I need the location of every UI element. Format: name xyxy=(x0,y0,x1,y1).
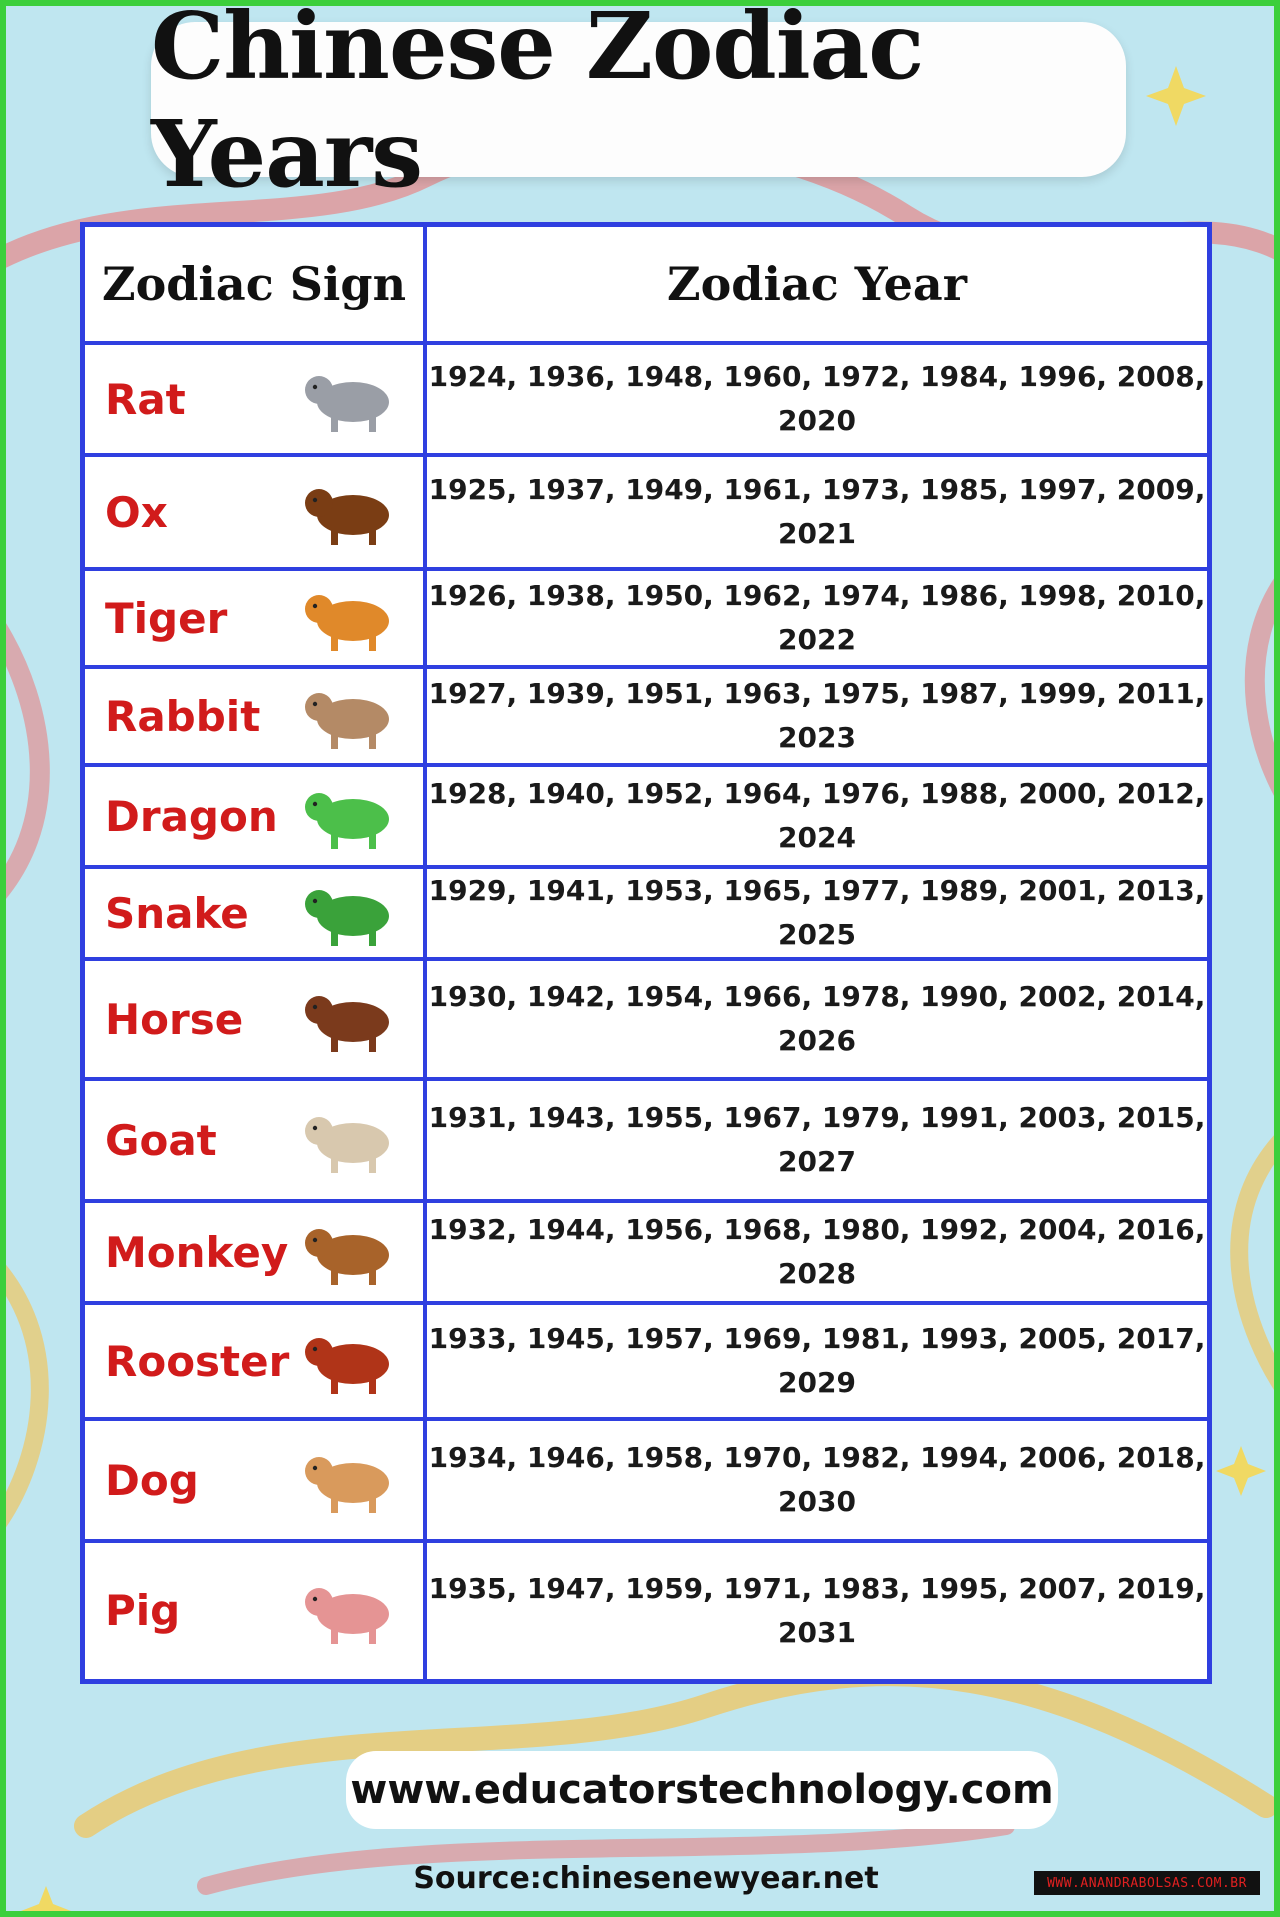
zodiac-sign-cell xyxy=(83,1079,426,1201)
header-zodiac-year: Zodiac Year xyxy=(425,225,1210,344)
zodiac-sign-name: Pig xyxy=(105,1586,181,1636)
zodiac-sign-cell xyxy=(83,959,426,1079)
zodiac-years-cell: 1928, 1940, 1952, 1964, 1976, 1988, 2000, 2012, 2024 xyxy=(425,765,1210,867)
tiger-icon xyxy=(291,579,411,657)
zodiac-years-cell: 1927, 1939, 1951, 1963, 1975, 1987, 1999, 2011, 2023 xyxy=(425,667,1210,765)
zodiac-years-cell: 1931, 1943, 1955, 1967, 1979, 1991, 2003, 2015, 2027 xyxy=(425,1079,1210,1201)
zodiac-years-cell: 1924, 1936, 1948, 1960, 1972, 1984, 1996, 2008, 2020 xyxy=(425,343,1210,455)
table-row xyxy=(83,1419,1210,1541)
zodiac-sign-cell xyxy=(83,1303,426,1419)
zodiac-sign-name: Rabbit xyxy=(105,691,261,741)
zodiac-sign-cell xyxy=(83,765,426,867)
website-url: www.educatorstechnology.com xyxy=(346,1751,1058,1829)
snake-icon xyxy=(291,874,411,952)
rooster-icon xyxy=(291,1322,411,1400)
zodiac-sign-name: Dog xyxy=(105,1455,199,1505)
horse-icon xyxy=(291,980,411,1058)
table-row xyxy=(83,1079,1210,1201)
zodiac-sign-name: Monkey xyxy=(105,1227,289,1277)
monkey-icon xyxy=(291,1213,411,1291)
zodiac-sign-cell xyxy=(83,667,426,765)
zodiac-sign-name: Horse xyxy=(105,994,244,1044)
table-row xyxy=(83,765,1210,867)
table-row xyxy=(83,455,1210,569)
table-row xyxy=(83,1303,1210,1419)
zodiac-years-cell: 1925, 1937, 1949, 1961, 1973, 1985, 1997, 2009, 2021 xyxy=(425,455,1210,569)
zodiac-sign-name: Rooster xyxy=(105,1336,290,1386)
zodiac-sign-name: Ox xyxy=(105,487,168,537)
watermark: WWW.ANANDRABOLSAS.COM.BR xyxy=(1034,1871,1260,1895)
zodiac-table xyxy=(80,222,1212,1684)
zodiac-years-cell: 1935, 1947, 1959, 1971, 1983, 1995, 2007, 2019, 2031 xyxy=(425,1541,1210,1681)
zodiac-years-cell: 1934, 1946, 1958, 1970, 1982, 1994, 2006, 2018, 2030 xyxy=(425,1419,1210,1541)
title-banner xyxy=(151,0,1126,208)
rabbit-icon xyxy=(291,677,411,755)
zodiac-years-cell: 1930, 1942, 1954, 1966, 1978, 1990, 2002, 2014, 2026 xyxy=(425,959,1210,1079)
zodiac-sign-cell xyxy=(83,569,426,667)
table-row xyxy=(83,959,1210,1079)
goat-icon xyxy=(291,1101,411,1179)
table-row xyxy=(83,667,1210,765)
dragon-icon xyxy=(291,777,411,855)
table-header-row xyxy=(83,225,1210,344)
zodiac-sign-cell xyxy=(83,343,426,455)
pig-icon xyxy=(291,1572,411,1650)
ox-icon xyxy=(291,473,411,551)
zodiac-years-cell: 1932, 1944, 1956, 1968, 1980, 1992, 2004, 2016, 2028 xyxy=(425,1201,1210,1303)
table-row xyxy=(83,569,1210,667)
zodiac-years-cell: 1926, 1938, 1950, 1962, 1974, 1986, 1998, 2010, 2022 xyxy=(425,569,1210,667)
zodiac-sign-cell xyxy=(83,455,426,569)
zodiac-sign-name: Goat xyxy=(105,1115,217,1165)
zodiac-years-cell: 1929, 1941, 1953, 1965, 1977, 1989, 2001, 2013, 2025 xyxy=(425,867,1210,959)
page-title: Chinese Zodiac Years xyxy=(151,0,924,208)
rat-icon xyxy=(291,360,411,438)
zodiac-sign-name: Rat xyxy=(105,374,186,424)
dog-icon xyxy=(291,1441,411,1519)
table-row xyxy=(83,1541,1210,1681)
zodiac-sign-cell xyxy=(83,1201,426,1303)
zodiac-sign-name: Dragon xyxy=(105,791,278,841)
table-row xyxy=(83,867,1210,959)
zodiac-sign-name: Tiger xyxy=(105,593,228,643)
table-row xyxy=(83,1201,1210,1303)
header-zodiac-sign: Zodiac Sign xyxy=(83,225,426,344)
zodiac-sign-cell xyxy=(83,1419,426,1541)
table-row xyxy=(83,343,1210,455)
zodiac-years-cell: 1933, 1945, 1957, 1969, 1981, 1993, 2005, 2017, 2029 xyxy=(425,1303,1210,1419)
zodiac-sign-name: Snake xyxy=(105,888,249,938)
source-credit: Source:chinesenewyear.net xyxy=(413,1861,879,1896)
zodiac-sign-cell xyxy=(83,867,426,959)
zodiac-table-body xyxy=(83,343,1210,1681)
zodiac-sign-cell xyxy=(83,1541,426,1681)
